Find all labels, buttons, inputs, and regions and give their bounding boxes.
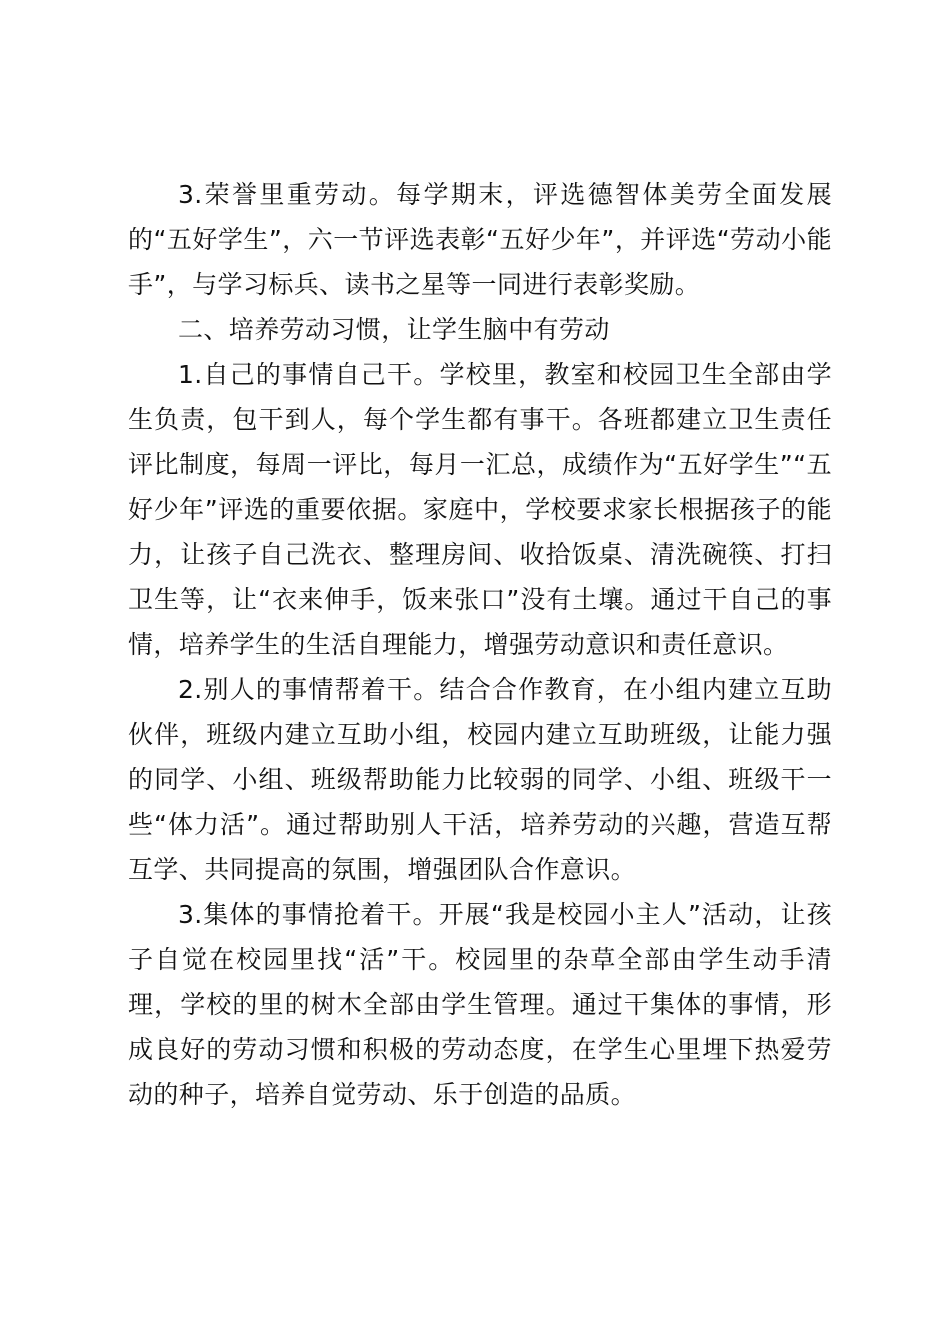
paragraph-honor-labor: 3.荣誉里重劳动。每学期末，评选德智体美劳全面发展的“五好学生”，六一节评选表彰“五好少年”，并评选“劳动小能手”，与学习标兵、读书之星等一同进行表彰奖励。 <box>128 180 832 299</box>
paragraph-own-tasks: 1.自己的事情自己干。学校里，教室和校园卫生全部由学生负责，包干到人，每个学生都有事干。各班都建立卫生责任评比制度，每周一评比，每月一汇总，成绩作为“五好学生”“五好少年”评选的重要依据。家庭中，学校要求家长根据孩子的能力，让孩子自己洗衣、整理房间、收拾饭桌、清洗碗筷、打扫卫生等，让“衣来伸手，饭来张口”没有土壤。通过干自己的事情，培养学生的生活自理能力，增强劳动意识和责任意识。 <box>128 360 832 659</box>
paragraph-collective-tasks: 3.集体的事情抢着干。开展“我是校园小主人”活动，让孩子自觉在校园里找“活”干。校园里的杂草全部由学生动手清理，学校的里的树木全部由学生管理。通过干集体的事情，形成良好的劳动习惯和积极的劳动态度，在学生心里埋下热爱劳动的种子，培养自觉劳动、乐于创造的品质。 <box>128 900 832 1109</box>
section-heading-labor-habits: 二、培养劳动习惯，让学生脑中有劳动 <box>178 315 610 344</box>
document-body <box>128 172 832 1117</box>
paragraph-help-others: 2.别人的事情帮着干。结合合作教育，在小组内建立互助伙伴，班级内建立互助小组，校园内建立互助班级，让能力强的同学、小组、班级帮助能力比较弱的同学、小组、班级干一些“体力活”。通过帮助别人干活，培养劳动的兴趣，营造互帮互学、共同提高的氛围，增强团队合作意识。 <box>128 675 832 884</box>
